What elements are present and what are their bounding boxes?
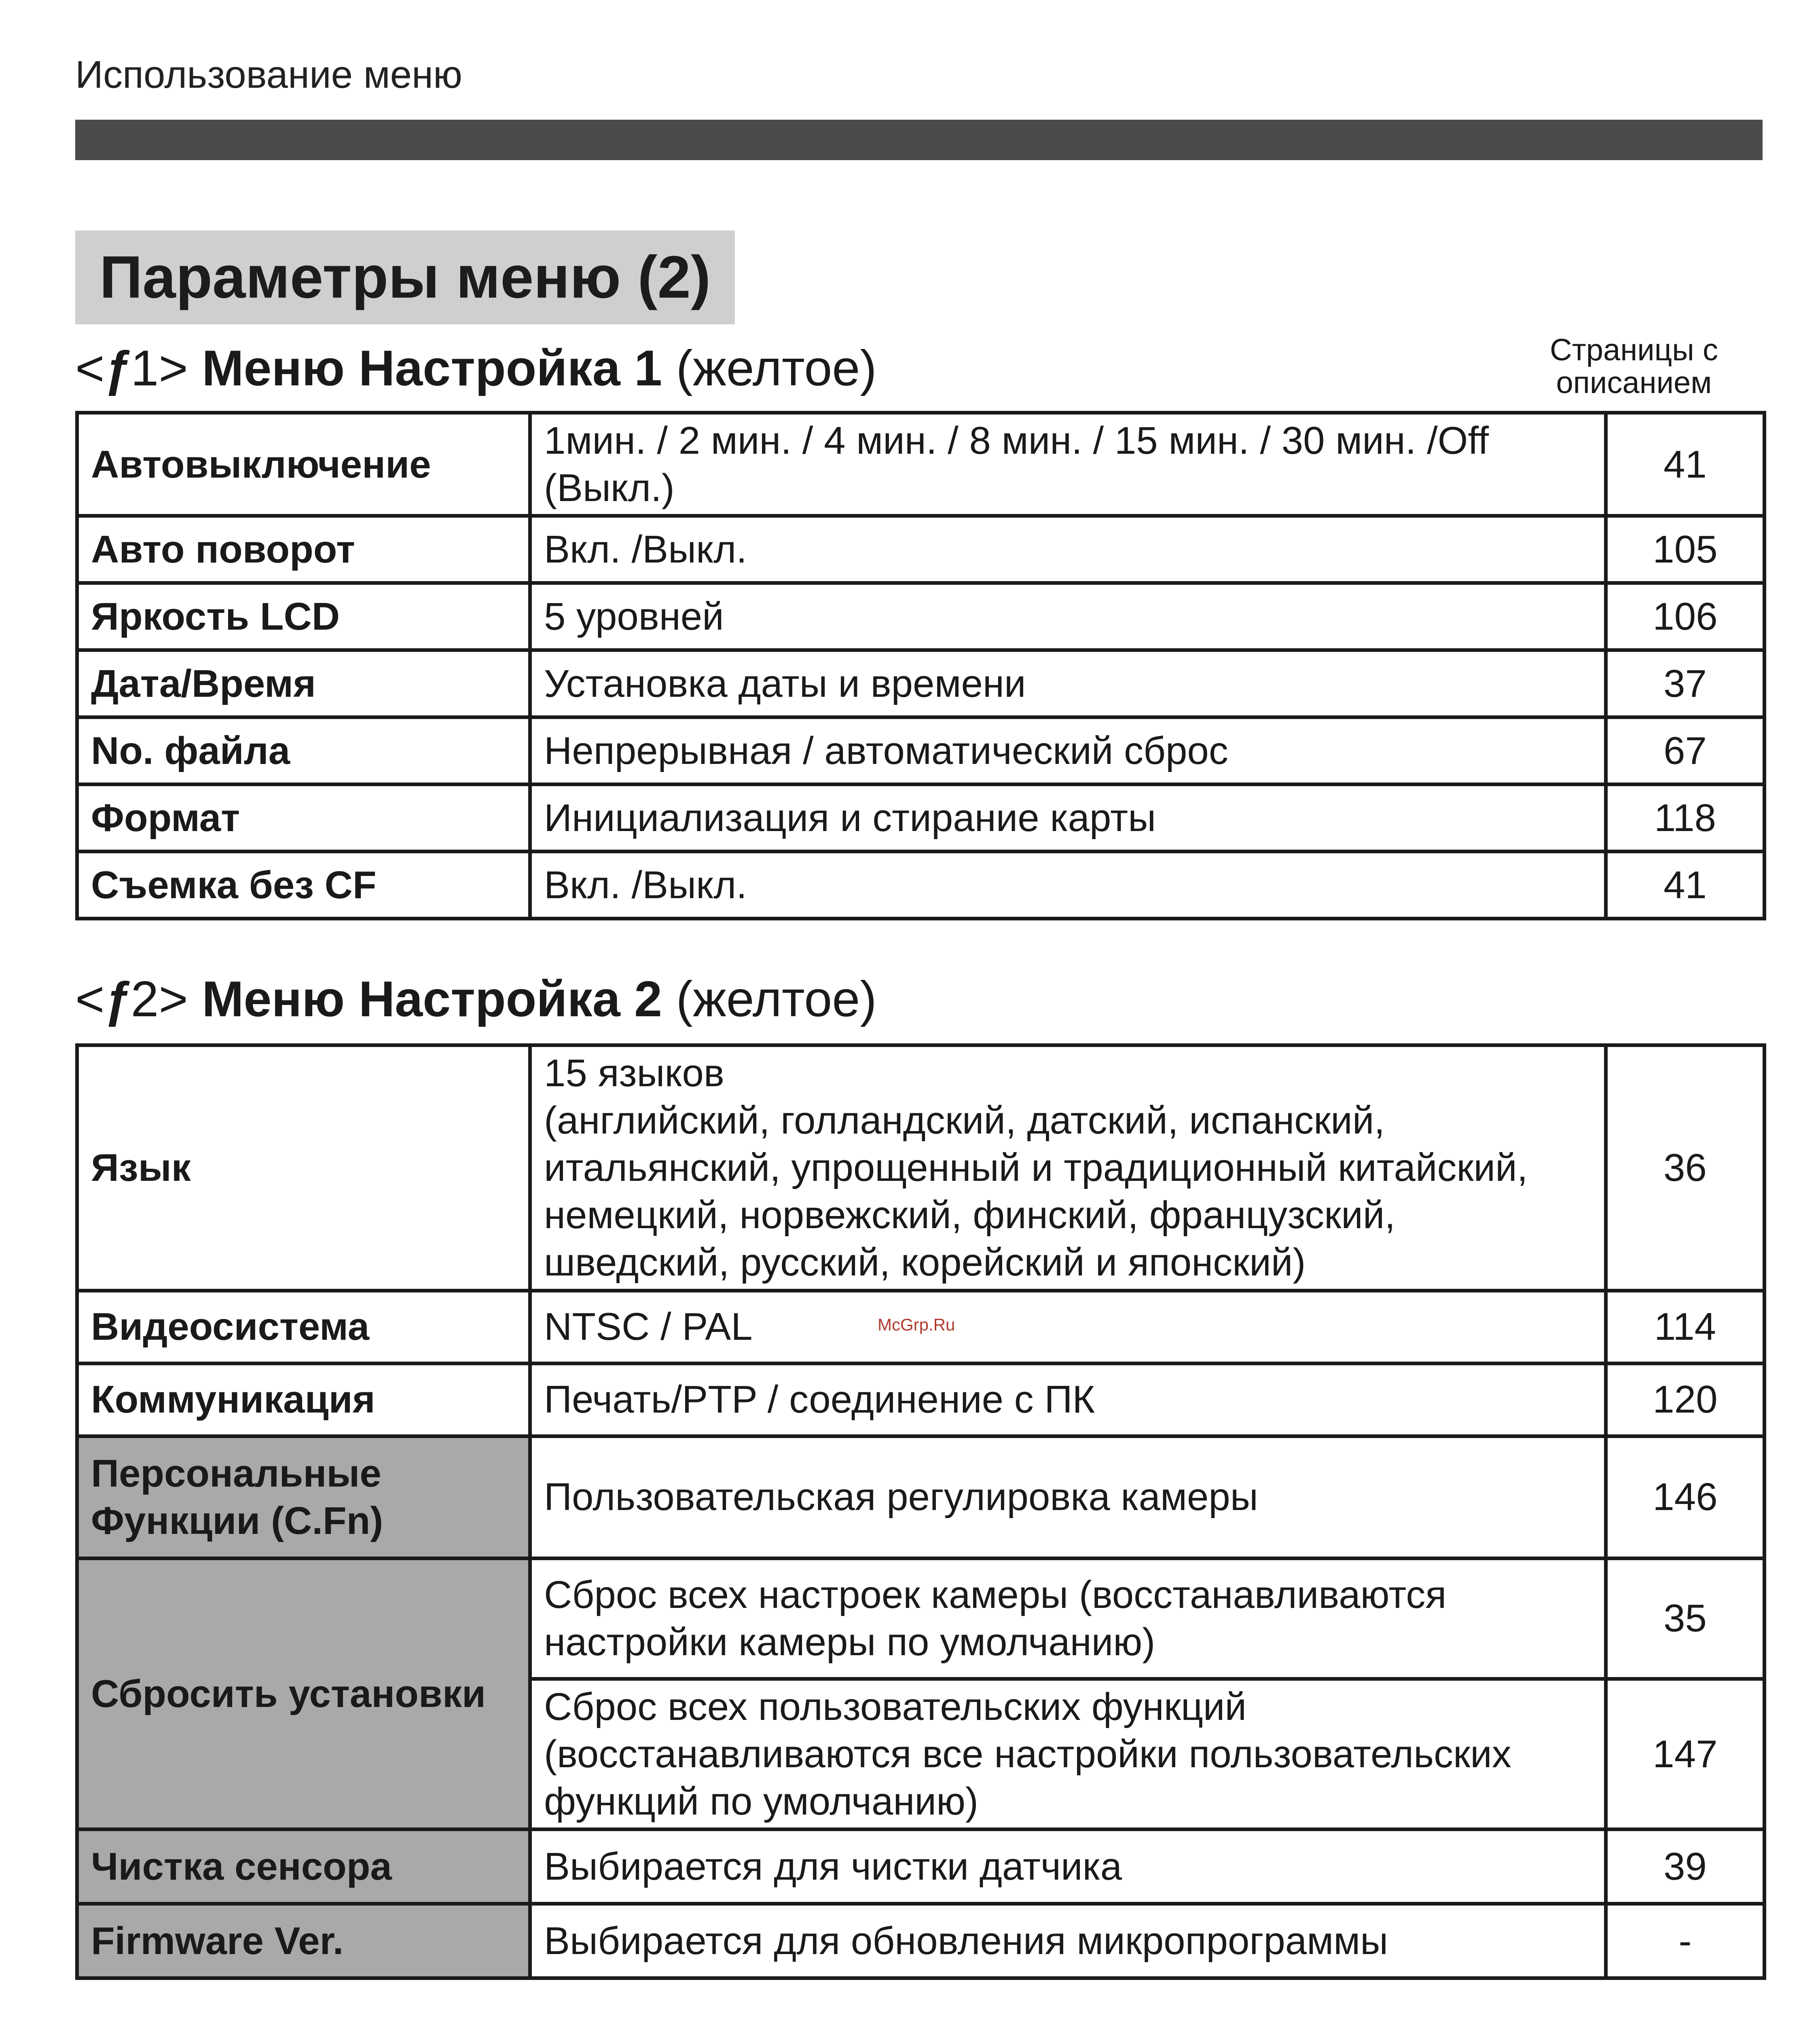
setup-menu-1-table [75,411,1766,920]
row-name: Формат [77,785,530,852]
row-page: 37 [1606,650,1765,717]
row-page: 41 [1606,852,1765,919]
row-page: 35 [1606,1558,1765,1679]
table-row-reset [77,1558,1765,1679]
row-name: Язык [77,1045,530,1291]
row-page: 106 [1606,583,1765,650]
row-desc: Выбирается для обновления микропрограммы [530,1904,1606,1978]
row-page: 39 [1606,1829,1765,1904]
setup-menu-2-title: Меню Настройка 2 [188,971,662,1027]
row-desc [530,1558,1606,1679]
setup-menu-1-heading [75,340,877,397]
row-name: No. файла [77,717,530,785]
desc-line: немецкий, норвежский, финский, французский, [544,1193,1396,1237]
table-row [77,516,1765,583]
table-row [77,852,1765,919]
tab-number: 2 [131,971,159,1027]
table-row [77,785,1765,852]
row-name: Коммуникация [77,1363,530,1436]
row-page: 36 [1606,1045,1765,1291]
row-name: Firmware Ver. [77,1904,530,1978]
table-row [77,717,1765,785]
row-name: Яркость LCD [77,583,530,650]
setup-menu-1-color: (желтое) [662,341,877,396]
row-desc: 5 уровней [530,583,1606,650]
desc-line: Сброс всех пользовательских функций [544,1685,1247,1728]
running-head: Использование меню [75,53,463,96]
watermark: McGrp.Ru [878,1315,955,1334]
row-name: Авто поворот [77,516,530,583]
table-row [77,583,1765,650]
row-page: 41 [1606,413,1765,516]
desc-line: 15 языков [544,1051,724,1095]
setup-menu-2-color: (желтое) [662,971,877,1027]
setup-menu-2-heading [75,971,877,1028]
setup-menu-1-title: Меню Настройка 1 [188,341,662,396]
desc-line: Сброс всех настроек камеры (восстанавливаются [544,1573,1447,1616]
name-line: Функции (C.Fn) [91,1499,383,1543]
desc-line: итальянский, упрощенный и традиционный китайский, [544,1146,1528,1190]
name-line: Персональные [91,1451,381,1495]
row-desc: Инициализация и стирание карты [530,785,1606,852]
pages-column-label [1521,334,1747,399]
row-desc [530,1679,1606,1829]
desc-line: (английский, голландский, датский, испанский, [544,1099,1385,1142]
desc-line: функций по умолчанию) [544,1779,978,1823]
pages-label-line1: Страницы с [1550,333,1718,367]
setup-wrench-icon: ƒ [104,971,131,1027]
table-row-language [77,1045,1765,1291]
row-page: 120 [1606,1363,1765,1436]
tab-bracket-close: > [159,971,188,1027]
row-name: Видеосистема [77,1290,530,1363]
row-page: 105 [1606,516,1765,583]
row-page: 146 [1606,1436,1765,1558]
row-page: 67 [1606,717,1765,785]
row-page: 114 [1606,1290,1765,1363]
setup-wrench-icon: ƒ [104,341,131,396]
row-desc: 1мин. / 2 мин. / 4 мин. / 8 мин. / 15 мин. / 30 мин. /Off (Выкл.) [530,413,1606,516]
row-page: 147 [1606,1679,1765,1829]
section-title-text: Параметры меню (2) [99,244,711,311]
table-row-sensor-cleaning [77,1829,1765,1904]
row-desc: Вкл. /Выкл. [530,852,1606,919]
tab-bracket-open: < [75,341,105,396]
row-name: Чистка сенсора [77,1829,530,1904]
row-name: Дата/Время [77,650,530,717]
header-bar [75,120,1763,160]
section-title-menu-params [75,231,735,324]
row-desc: Выбирается для чистки датчика [530,1829,1606,1904]
tab-bracket-open: < [75,971,105,1027]
table-row [77,413,1765,516]
row-desc: Установка даты и времени [530,650,1606,717]
row-name: Съемка без CF [77,852,530,919]
table-row-communication [77,1363,1765,1436]
setup-menu-2-table [75,1043,1766,1980]
tab-bracket-close: > [159,341,188,396]
row-desc: Непрерывная / автоматический сброс [530,717,1606,785]
desc-line: настройки камеры по умолчанию) [544,1620,1155,1664]
row-page: 118 [1606,785,1765,852]
row-desc: NTSC / PAL [530,1290,1606,1363]
table-row-custom-functions [77,1436,1765,1558]
tab-number: 1 [131,341,159,396]
row-desc: Печать/PTP / соединение с ПК [530,1363,1606,1436]
row-page: - [1606,1904,1765,1978]
desc-line: шведский, русский, корейский и японский) [544,1241,1306,1284]
row-name: Автовыключение [77,413,530,516]
row-desc [530,1045,1606,1291]
row-name: Сбросить установки [77,1558,530,1829]
row-desc: Вкл. /Выкл. [530,516,1606,583]
table-row-firmware [77,1904,1765,1978]
row-desc: Пользовательская регулировка камеры [530,1436,1606,1558]
table-row [77,650,1765,717]
pages-label-line2: описанием [1556,365,1712,400]
row-name [77,1436,530,1558]
desc-line: (восстанавливаются все настройки пользовательских [544,1732,1511,1776]
